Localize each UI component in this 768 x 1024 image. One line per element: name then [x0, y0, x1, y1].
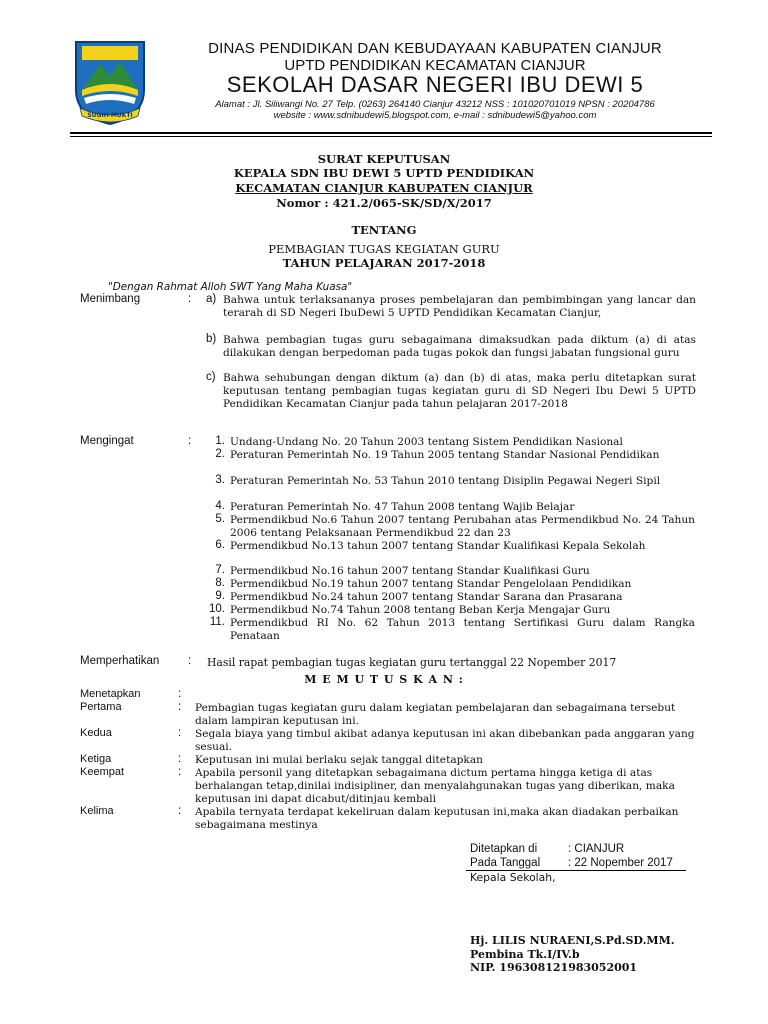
- list-number: 8.: [215, 577, 225, 589]
- doc-type: SURAT KEPUTUSAN: [317, 152, 451, 166]
- menimbang-item-c: Bahwa sehubungan dengan diktum (a) dan (b) di atas, maka perlu ditetapkan surat keputusan tentang pembagian tugas kegiatan guru di SD Negeri Ibu Dewi 5 UPTD Pendidikan Kecamatan Cianjur pada tahun pelajaran 2017-2018: [223, 372, 696, 410]
- letterhead-rule-thin: [70, 136, 712, 137]
- mengingat-item: Peraturan Pemerintah No. 19 Tahun 2005 tentang Standar Nasional Pendidikan: [230, 449, 660, 461]
- item-mark: b): [206, 333, 217, 345]
- signer-nip: NIP. 196308121983052001: [470, 961, 638, 974]
- decision-text: Pembagian tugas kegiatan guru dalam kegiatan pembelajaran dan sebagaimana tersebut dalam lampiran keputusan ini.: [195, 702, 676, 727]
- list-number: 5.: [215, 513, 225, 525]
- mengingat-item: Peraturan Pemerintah No. 53 Tahun 2010 tentang Disiplin Pegawai Negeri Sipil: [230, 475, 661, 487]
- colon: :: [178, 766, 182, 778]
- colon: :: [178, 805, 182, 817]
- colon: :: [178, 753, 182, 765]
- mengingat-item: Permendikbud No.13 tahun 2007 tentang Standar Kualifikasi Kepala Sekolah: [230, 540, 646, 552]
- menimbang-item-a: Bahwa untuk terlaksananya proses pembelajaran dan pembimbingan yang lancar dan terarah di SD Negeri IbuDewi 5 UPTD Pendidikan Kecamatan Cianjur,: [223, 294, 696, 319]
- decision-label: Kedua: [80, 727, 112, 739]
- list-number: 3.: [215, 474, 225, 486]
- mengingat-item: Permendikbud No.74 Tahun 2008 tentang Beban Kerja Mengajar Guru: [230, 604, 611, 616]
- subject-line-2: TAHUN PELAJARAN 2017-2018: [282, 256, 486, 270]
- logo-motto: SUGIH MUKTI: [87, 112, 133, 119]
- mengingat-label: Mengingat: [80, 435, 134, 447]
- regency-logo: [72, 38, 148, 126]
- decision-text: Apabila ternyata terdapat kekeliruan dalam keputusan ini,maka akan diadakan perbaikan sebagaimana mestinya: [195, 806, 679, 831]
- about-label: TENTANG: [351, 223, 417, 237]
- signer-rank: Pembina Tk.I/IV.b: [470, 948, 580, 961]
- place-label: Ditetapkan di: [470, 843, 538, 855]
- menimbang-label: Menimbang: [80, 293, 141, 305]
- signer-name: Hj. LILIS NURAENI,S.Pd.SD.MM.: [470, 934, 675, 947]
- list-number: 7.: [215, 564, 225, 576]
- memperhatikan-text: Hasil rapat pembagian tugas kegiatan guru tertanggal 22 Nopember 2017: [207, 656, 617, 669]
- issuer-region: KECAMATAN CIANJUR KABUPATEN CIANJUR: [235, 181, 533, 195]
- mengingat-item: Permendikbud RI No. 62 Tahun 2013 tentang Sertifikasi Guru dalam Rangka Penataan: [230, 617, 695, 642]
- list-number: 6.: [215, 539, 225, 551]
- date-label: Pada Tanggal: [470, 857, 541, 869]
- decision-label: Pertama: [80, 701, 122, 713]
- school-name: SEKOLAH DASAR NEGERI IBU DEWI 5: [226, 72, 644, 97]
- item-mark: c): [206, 371, 216, 383]
- decision-text: Segala biaya yang timbul akibat adanya keputusan ini akan dibebankan pada anggaran yang sesuai.: [195, 728, 695, 753]
- decision-text: Apabila personil yang ditetapkan sebagaimana dictum pertama hingga ketiga di atas berhalangan tetap,dinilai indisipliner, dan menyalahgunakan tugas yang diberikan, maka keputusan ini dapat dicabut/ditinjau kembali: [195, 767, 675, 805]
- colon: :: [178, 727, 182, 739]
- decision-label: Kelima: [80, 805, 114, 817]
- agency-name: DINAS PENDIDIKAN DAN KEBUDAYAAN KABUPATEN CIANJUR: [208, 40, 662, 57]
- list-number: 11.: [209, 616, 225, 628]
- list-number: 9.: [215, 590, 225, 602]
- mengingat-item: Peraturan Pemerintah No. 47 Tahun 2008 tentang Wajib Belajar: [230, 501, 575, 513]
- memutuskan-heading: M E M U T U S K A N :: [304, 673, 464, 686]
- mengingat-item: Permendikbud No.19 tahun 2007 tentang Standar Pengelolaan Pendidikan: [230, 578, 632, 590]
- signer-position: Kepala Sekolah,: [470, 871, 556, 884]
- list-number: 1.: [215, 435, 225, 447]
- mengingat-item: Undang-Undang No. 20 Tahun 2003 tentang Sistem Pendidikan Nasional: [230, 436, 623, 448]
- place-value: : CIANJUR: [568, 843, 625, 855]
- decision-label: Keempat: [80, 766, 125, 778]
- decision-label: Ketiga: [80, 753, 112, 765]
- school-address: Alamat : Jl. Siliwangi No. 27 Telp. (0263) 264140 Cianjur 43212 NSS : 101020701019 NPSN : 20204786: [215, 99, 655, 110]
- mengingat-item: Permendikbud No.24 tahun 2007 tentang Standar Sarana dan Prasarana: [230, 591, 623, 603]
- letterhead-rule-thick: [70, 132, 712, 134]
- date-value: : 22 Nopember 2017: [568, 857, 673, 869]
- opening-phrase: "Dengan Rahmat Alloh SWT Yang Maha Kuasa": [108, 281, 353, 293]
- decision-text: Keputusan ini mulai berlaku sejak tanggal ditetapkan: [195, 754, 483, 766]
- colon: :: [188, 655, 192, 667]
- memperhatikan-label: Memperhatikan: [80, 655, 160, 667]
- menetapkan-label: Menetapkan: [80, 688, 141, 700]
- list-number: 10.: [209, 603, 225, 615]
- colon: :: [178, 688, 182, 700]
- issuer-line: KEPALA SDN IBU DEWI 5 UPTD PENDIDIKAN: [233, 166, 535, 180]
- list-number: 4.: [215, 500, 225, 512]
- colon: :: [188, 435, 192, 447]
- unit-name: UPTD PENDIDIKAN KECAMATAN CIANJUR: [284, 57, 586, 74]
- mengingat-item: Permendikbud No.6 Tahun 2007 tentang Perubahan atas Permendikbud No. 24 Tahun 2006 tentang Pelaksanaan Permendikbud 22 dan 23: [230, 514, 695, 539]
- list-number: 2.: [215, 448, 225, 460]
- menimbang-item-b: Bahwa pembagian tugas guru sebagaimana dimaksudkan pada diktum (a) di atas dilakukan dengan berpedoman pada tugas pokok dan fungsi jabatan fungsional guru: [223, 334, 696, 359]
- item-mark: a): [206, 293, 217, 305]
- mengingat-item: Permendikbud No.16 tahun 2007 tentang Standar Kualifikasi Guru: [230, 565, 590, 577]
- colon: :: [178, 701, 182, 713]
- subject-line-1: PEMBAGIAN TUGAS KEGIATAN GURU: [268, 242, 500, 256]
- school-website: website : www.sdnibudewi5.blogspot.com, e-mail : sdnibudewi5@yahoo.com: [273, 110, 597, 121]
- colon: :: [188, 293, 192, 305]
- doc-number: Nomor : 421.2/065-SK/SD/X/2017: [276, 196, 492, 210]
